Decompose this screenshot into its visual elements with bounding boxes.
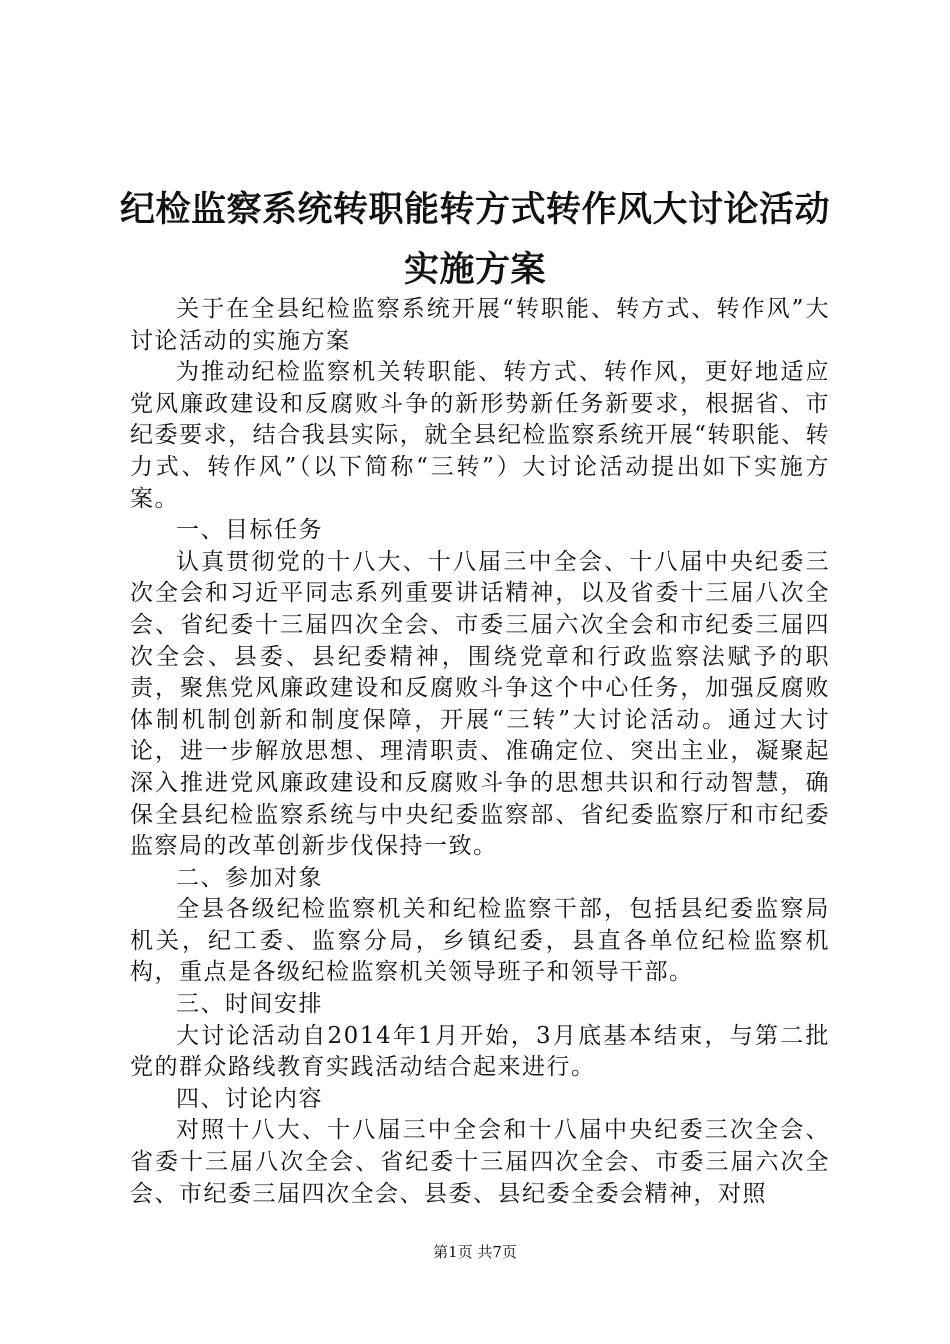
document-body [130,294,830,1210]
page-number-footer: 第1页 共7页 [433,1243,517,1261]
section-heading-participants: 二、参加对象 [176,864,323,891]
section-heading-schedule: 三、时间安排 [176,991,323,1018]
document-title-line-2: 实施方案 [403,250,546,290]
paragraph-participants: 全县各级纪检监察机关和纪检监察干部，包括县纪委监察局机关，纪工委、监察分局，乡镇纪委，县直各单位纪检监察机构，重点是各级纪检监察机关领导班子和领导干部。 [130,896,830,986]
document-title-line-1: 纪检监察系统转职能转方式转作风大讨论活动 [119,190,830,230]
paragraph-purpose: 为推动纪检监察机关转职能、转方式、转作风，更好地适应党风廉政建设和反腐败斗争的新形势新任务新要求，根据省、市纪委要求，结合我县实际，就全县纪检监察系统开展“转职能、转力式、转作风”（以下简称“三转”）大讨论活动提出如下实施方案。 [130,359,830,512]
section-heading-goals: 一、目标任务 [176,517,323,544]
paragraph-content: 对照十八大、十八届三中全会和十八届中央纪委三次全会、省委十三届八次全会、省纪委十三届四次全会、市委三届六次全会、市纪委三届四次全会、县委、县纪委全委会精神，对照 [130,1117,830,1207]
section-heading-content: 四、讨论内容 [176,1085,323,1112]
paragraph-schedule: 大讨论活动自2014年1月开始，3月底基本结束，与第二批党的群众路线教育实践活动结合起来进行。 [130,1022,830,1081]
paragraph-intro-heading: 关于在全县纪检监察系统开展“转职能、转方式、转作风”大讨论活动的实施方案 [130,296,830,354]
paragraph-goals: 认真贯彻党的十八大、十八届三中全会、十八届中央纪委三次全会和习近平同志系列重要讲话精神，以及省委十三届八次全会、省纪委十三届四次全会、市委三届六次全会和市纪委三届四次全会、县委、县纪委精神，围绕党章和行政监察法赋予的职责，聚焦党风廉政建设和反腐败斗争这个中心任务，加强反腐败体制机制创新和制度保障，开展“三转”大讨论活动。通过大讨论，进一步解放思想、理清职责、准确定位、突出主业，凝聚起深入推进党风廉政建设和反腐败斗争的思想共识和行动智慧，确保全县纪检监察系统与中央纪委监察部、省纪委监察厅和市纪委监察局的改革创新步伐保持一致。 [130,548,830,860]
